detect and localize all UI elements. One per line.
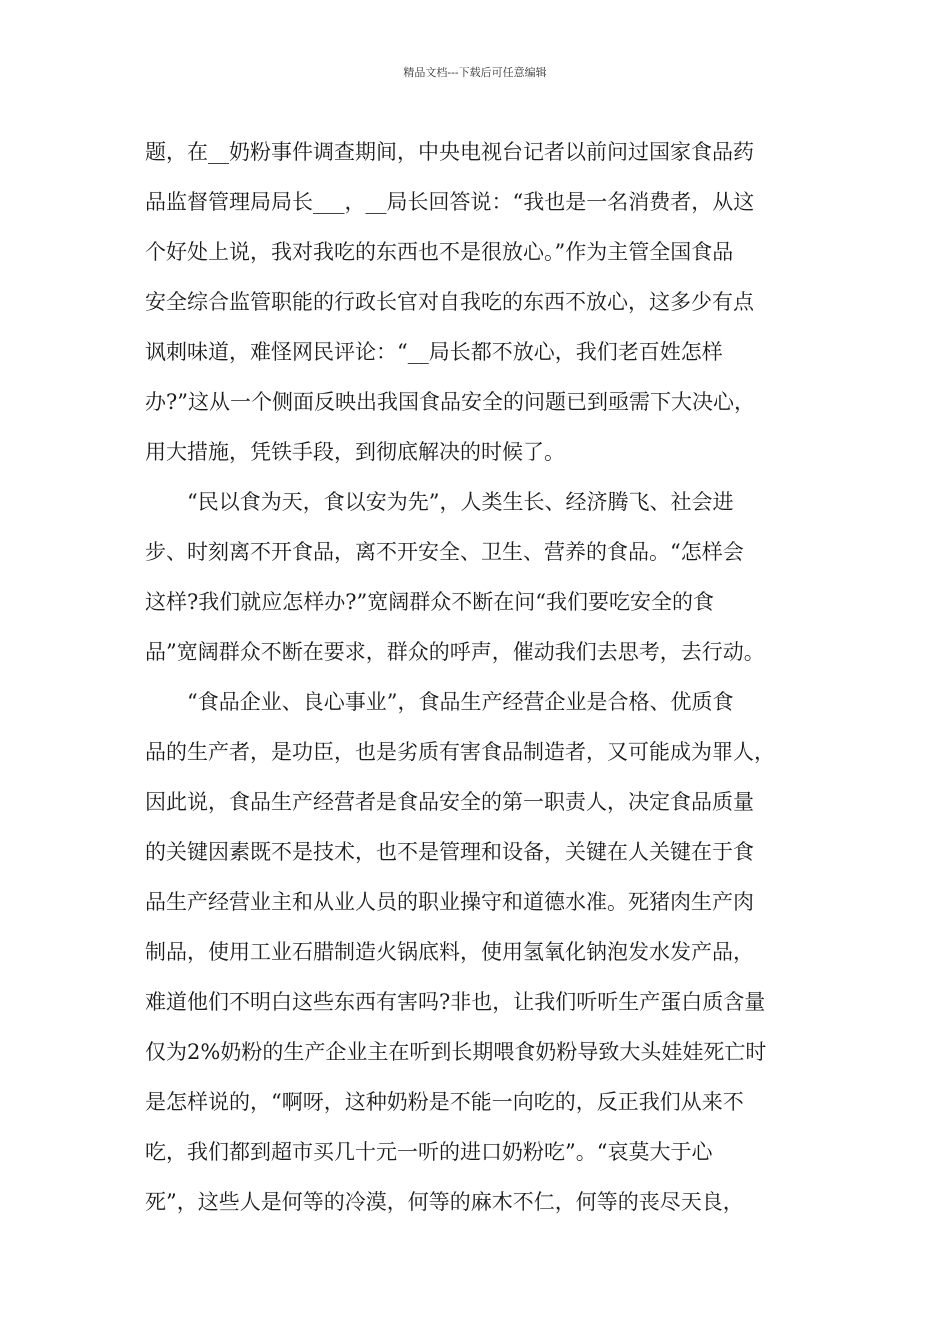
text-line: 步、时刻离不开食品，离不开安全、卫生、营养的食品。“怎样会 xyxy=(145,540,744,564)
page-header: 精品文档---下载后可任意编辑 xyxy=(403,66,547,79)
text-line: 这样?我们就应怎样办?”宽阔群众不断在问“我们要吃安全的食 xyxy=(145,590,714,614)
text-line: 品监督管理局局长___，__局长回答说：“我也是一名消费者，从这 xyxy=(145,190,755,214)
text-line: 吃，我们都到超市买几十元一听的进口奶粉吃”。“哀莫大于心 xyxy=(145,1140,713,1164)
text-line: 是怎样说的，“啊呀，这种奶粉是不能一向吃的，反正我们从来不 xyxy=(145,1090,744,1114)
text-line: 个好处上说，我对我吃的东西也不是很放心。”作为主管全国食品 xyxy=(145,240,734,264)
text-line: 讽刺味道，难怪网民评论：“__局长都不放心，我们老百姓怎样 xyxy=(145,340,723,364)
text-line: 品生产经营业主和从业人员的职业操守和道德水准。死猪肉生产肉 xyxy=(145,890,754,914)
text-line: 安全综合监管职能的行政长官对自我吃的东西不放心，这多少有点 xyxy=(145,290,754,314)
text-line: 仅为2%奶粉的生产企业主在听到长期喂食奶粉导致大头娃娃死亡时 xyxy=(145,1040,767,1064)
text-line: 题，在__奶粉事件调查期间，中央电视台记者以前问过国家食品药 xyxy=(145,140,754,164)
text-line: 用大措施，凭铁手段，到彻底解决的时候了。 xyxy=(145,440,565,464)
text-line: 死”，这些人是何等的冷漠，何等的麻木不仁，何等的丧尽天良， xyxy=(145,1190,744,1214)
text-line: 制品，使用工业石腊制造火锅底料，使用氢氧化钠泡发水发产品， xyxy=(145,940,754,964)
text-line: 品的生产者，是功臣，也是劣质有害食品制造者，又可能成为罪人， xyxy=(145,740,775,764)
text-line: 因此说，食品生产经营者是食品安全的第一职责人，决定食品质量 xyxy=(145,790,754,814)
text-line: 品”宽阔群众不断在要求，群众的呼声，催动我们去思考，去行动。 xyxy=(145,640,765,664)
paragraph-first-line: “民以食为天，食以安为先”，人类生长、经济腾飞、社会进 xyxy=(187,490,734,514)
text-line: 的关键因素既不是技术，也不是管理和设备，关键在人关键在于食 xyxy=(145,840,754,864)
text-line: 办?”这从一个侧面反映出我国食品安全的问题已到亟需下大决心， xyxy=(145,390,755,414)
document-body xyxy=(145,127,817,1227)
text-line: 难道他们不明白这些东西有害吗?非也，让我们听听生产蛋白质含量 xyxy=(145,990,766,1014)
paragraph-first-line: “食品企业、良心事业”，食品生产经营企业是合格、优质食 xyxy=(187,690,734,714)
